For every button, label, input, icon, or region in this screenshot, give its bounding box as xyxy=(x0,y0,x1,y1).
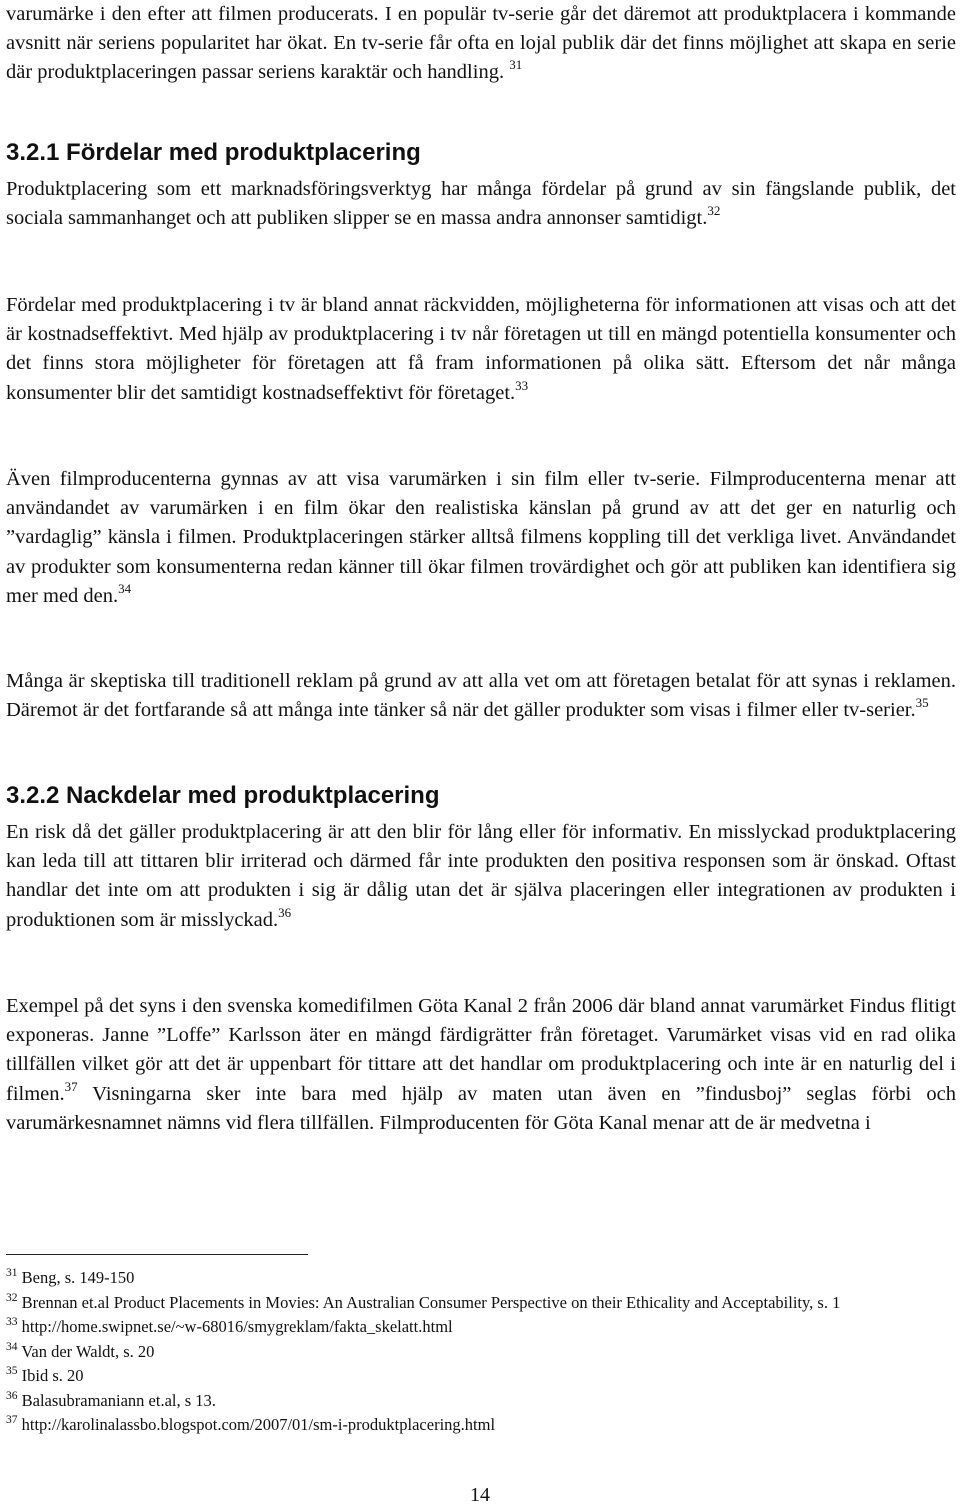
paragraph xyxy=(6,465,956,611)
footnote xyxy=(6,1266,946,1291)
paragraph-text: En risk då det gäller produktplacering är att den blir för lång eller för informativ. En misslyckad produktplacering kan leda till att tittaren blir irriterad och därmed får inte produkten den positiva responsen som är önskad. Oftast handlar det inte om att produkten i sig är dålig utan det är själva placeringen eller integrationen av produkten i produktionen som är misslyckad. xyxy=(6,821,956,931)
footnote xyxy=(6,1413,946,1438)
footnote-number: 31 xyxy=(6,1267,18,1279)
paragraph-text: Exempel på det syns i den svenska komedifilmen Göta Kanal 2 från 2006 där bland annat varumärket Findus flitigt exponeras. Janne ”Loffe” Karlsson äter en mängd färdigrätter från företaget. Varumärket visas vid en rad olika tillfällen vilket gör att det är uppenbart för tittare att det handlar om produktplacering och inte är en naturlig del i filmen. xyxy=(6,995,956,1105)
section-heading: 3.2.2 Nackdelar med produktplacering xyxy=(6,782,440,809)
footnote xyxy=(6,1291,946,1316)
footnote-link[interactable]: http://karolinalassbo.blogspot.com/2007/01/sm-i-produktplacering.html xyxy=(21,1415,496,1434)
footnote-number: 36 xyxy=(6,1389,18,1402)
footnote xyxy=(6,1389,946,1414)
footnote-number: 34 xyxy=(6,1340,18,1353)
footnote-ref[interactable]: 31 xyxy=(509,57,523,73)
footnote-ref[interactable]: 37 xyxy=(64,1078,78,1094)
footnote-number: 35 xyxy=(6,1365,18,1377)
paragraph xyxy=(6,291,956,408)
footnote-ref[interactable]: 34 xyxy=(118,580,132,596)
footnotes xyxy=(6,1266,946,1438)
paragraph-text: varumärke i den efter att filmen producerats. I en populär tv-serie går det däremot att produktplacera i kommande avsnitt när seriens popularitet har ökat. En tv-serie får ofta en lojal publik där det finns möjlighet att skapa en serie där produktplaceringen passar seriens karaktär och handling. xyxy=(6,3,956,84)
footnote-link[interactable]: http://home.swipnet.se/~w-68016/smygreklam/fakta_skelatt.html xyxy=(21,1317,453,1336)
footnote-text: Beng, s. 149-150 xyxy=(21,1268,135,1287)
section-heading: 3.2.1 Fördelar med produktplacering xyxy=(6,139,421,166)
footnote-ref[interactable]: 36 xyxy=(278,904,292,920)
paragraph xyxy=(6,818,956,935)
footnote-divider xyxy=(6,1254,308,1255)
paragraph xyxy=(6,0,956,88)
paragraph xyxy=(6,992,956,1138)
footnote xyxy=(6,1364,946,1389)
paragraph-text: Produktplacering som ett marknadsföringsverktyg har många fördelar på grund av sin fängslande publik, det sociala sammanhanget och att publiken slipper se en massa andra annonser samtidigt. xyxy=(6,178,956,230)
footnote-number: 33 xyxy=(6,1316,18,1328)
footnote-ref[interactable]: 33 xyxy=(515,377,529,393)
paragraph xyxy=(6,667,956,725)
footnote xyxy=(6,1315,946,1340)
footnote-number: 37 xyxy=(6,1414,18,1426)
page-number: 14 xyxy=(470,1484,490,1506)
paragraph-text: Visningarna sker inte bara med hjälp av maten utan även en ”findusboj” seglas förbi och varumärkesnamnet nämns vid flera tillfällen. Filmproducenten för Göta Kanal menar att de är medvetna i xyxy=(6,1082,956,1134)
footnote-number: 32 xyxy=(6,1291,18,1304)
footnote-text: Ibid s. 20 xyxy=(21,1366,84,1385)
paragraph-text: Många är skeptiska till traditionell reklam på grund av att alla vet om att företagen betalat för att synas i reklamen. Däremot är det fortfarande så att många inte tänker så när det gäller produkter som visas i filmer eller tv-serier. xyxy=(6,670,956,722)
footnote xyxy=(6,1340,946,1365)
footnote-text: Brennan et.al Product Placements in Movies: An Australian Consumer Perspective on their Ethicality and Acceptability, s. 1 xyxy=(21,1292,841,1312)
footnote-ref[interactable]: 32 xyxy=(707,203,721,219)
footnote-text: Van der Waldt, s. 20 xyxy=(21,1341,155,1361)
paragraph-text: Även filmproducenterna gynnas av att visa varumärken i sin film eller tv-serie. Filmproducenterna menar att användandet av varumärken i en film ökar den realistiska känslan på grund av att det ger en naturlig och ”vardaglig” känsla i filmen. Produktplaceringen stärker alltså filmens koppling till det verkliga livet. Användandet av produkter som konsumenterna redan känner till ökar filmen trovärdighet och gör att publiken kan identifiera sig mer med den. xyxy=(6,468,956,607)
paragraph-text: Fördelar med produktplacering i tv är bland annat räckvidden, möjligheterna för informationen att visas och att det är kostnadseffektivt. Med hjälp av produktplacering i tv når företagen ut till en mängd potentiella konsumenter och det finns stora möjligheter för företagen att få fram informationen på olika sätt. Eftersom det når många konsumenter blir det samtidigt kostnadseffektivt för företaget. xyxy=(6,294,956,404)
footnote-text: Balasubramaniann et.al, s 13. xyxy=(21,1390,216,1410)
paragraph xyxy=(6,175,956,233)
footnote-ref[interactable]: 35 xyxy=(915,695,929,711)
